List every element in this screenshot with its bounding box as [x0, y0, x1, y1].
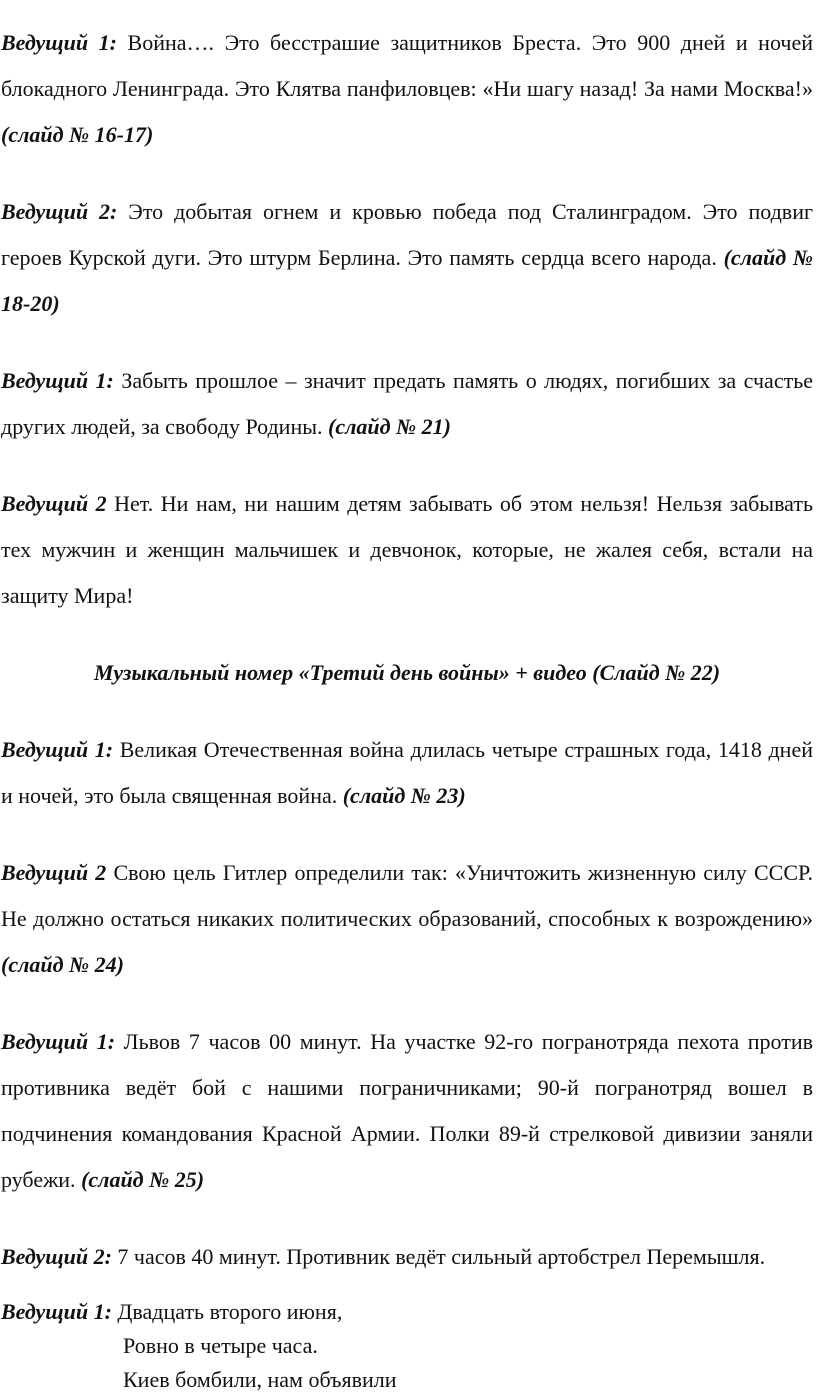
paragraph-text: Забыть прошлое – значит предать память о людях, погибших за счастье других людей, за свободу Родины. — [1, 368, 813, 439]
slide-reference: (слайд № 18-20) — [1, 245, 813, 316]
slide-reference: (слайд № 25) — [81, 1167, 205, 1192]
slide-reference: (слайд № 24) — [1, 952, 124, 977]
paragraph-text: Великая Отечественная война длилась четыре страшных года, 1418 дней и ночей, это была священная война. — [1, 737, 813, 808]
paragraph-6 — [1, 727, 813, 819]
poem-line — [1, 1295, 813, 1329]
speaker-label: Ведущий 1: — [1, 1029, 116, 1054]
poem-line-text: Двадцать второго июня, — [111, 1299, 343, 1324]
paragraph-2 — [1, 189, 813, 327]
paragraph-3 — [1, 358, 813, 450]
paragraph-text: Львов 7 часов 00 минут. На участке 92-го погранотряда пехота против противника ведёт бой с нашими пограничниками; 90-й погранотряд вошел в подчинения командования Красной Армии. Полки 89-й стрелковой дивизии заняли рубежи. — [1, 1029, 813, 1192]
speaker-label: Ведущий 2 — [1, 860, 107, 885]
poem-block — [1, 1295, 813, 1397]
slide-reference: (слайд № 23) — [342, 783, 466, 808]
paragraph-text: Война…. Это бесстрашие защитников Бреста. Это 900 дней и ночей блокадного Ленинграда. Это Клятва панфиловцев: «Ни шагу назад! За нами Москва!» — [1, 30, 813, 101]
paragraph-text: Нет. Ни нам, ни нашим детям забывать об этом нельзя! Нельзя забывать тех мужчин и женщин мальчишек и девчонок, которые, не жалея себя, встали на защиту Мира! — [1, 491, 814, 608]
paragraph-8 — [1, 1019, 813, 1203]
slide-reference: (слайд № 21) — [328, 414, 452, 439]
speaker-label: Ведущий 1: — [1, 368, 114, 393]
speaker-label: Ведущий 1: — [1, 30, 117, 55]
music-number-heading: Музыкальный номер «Третий день войны» + видео (Слайд № 22) — [93, 660, 721, 685]
speaker-label: Ведущий 2: — [1, 1244, 112, 1269]
speaker-label: Ведущий 1: — [1, 1299, 112, 1324]
speaker-label: Ведущий 2 — [1, 491, 107, 516]
speaker-label: Ведущий 2: — [1, 199, 118, 224]
paragraph-text: 7 часов 40 минут. Противник ведёт сильный артобстрел Перемышля. — [111, 1244, 766, 1269]
speaker-label: Ведущий 1: — [1, 737, 114, 762]
paragraph-1 — [1, 20, 813, 158]
slide-reference: (слайд № 16-17) — [1, 122, 154, 147]
paragraph-9 — [1, 1234, 813, 1280]
paragraph-7 — [1, 850, 813, 988]
poem-line: Ровно в четыре часа. — [123, 1333, 318, 1358]
paragraph-text: Это добытая огнем и кровью победа под Сталинградом. Это подвиг героев Курской дуги. Это штурм Берлина. Это память сердца всего народа. — [1, 199, 813, 270]
poem-line: Киев бомбили, нам объявили — [123, 1367, 397, 1392]
paragraph-text: Свою цель Гитлер определили так: «Уничтожить жизненную силу СССР. Не должно остаться никаких политических образований, способных к возрождению» — [1, 860, 813, 931]
paragraph-4 — [1, 481, 813, 619]
